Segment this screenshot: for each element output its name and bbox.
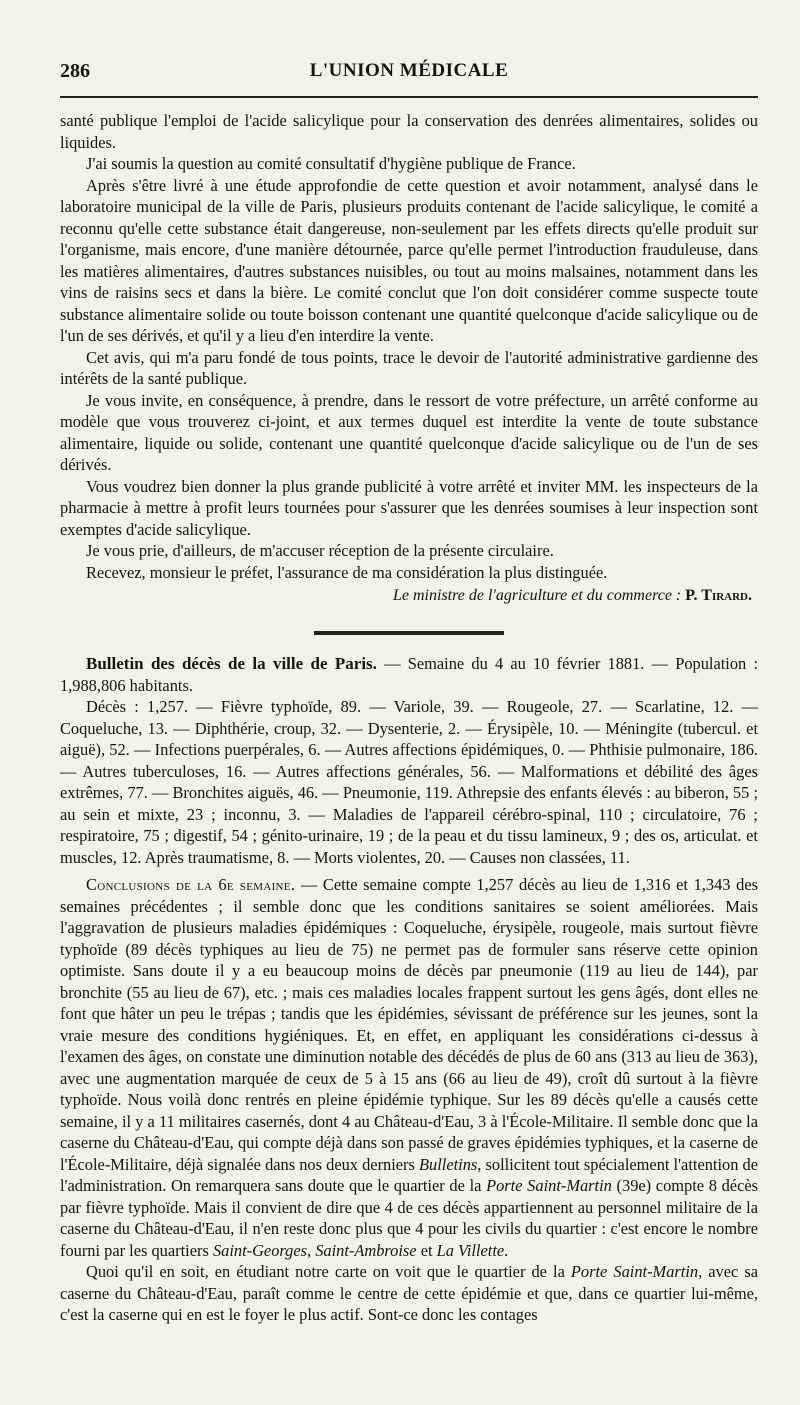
paragraph: Je vous prie, d'ailleurs, de m'accuser réception de la présente circulaire. bbox=[86, 541, 554, 560]
italic-term: La Villette bbox=[436, 1240, 505, 1260]
paragraph: Vous voudrez bien donner la plus grande publicité à votre arrêté et inviter MM. les inspecteurs de la pharmacie à mettre à profit leurs tournées pour s'assurer que les denrées soumises à leur inspection sont exemptes d'acide salicylique. bbox=[60, 476, 758, 539]
section-divider bbox=[314, 631, 504, 635]
signature bbox=[60, 585, 758, 607]
final-text: Quoi qu'il en soit, en étudiant notre carte on voit que le quartier de la bbox=[86, 1262, 571, 1281]
conclusions-paragraph bbox=[60, 874, 758, 1261]
page-header bbox=[60, 60, 758, 90]
conclusions-text: — Cette semaine compte 1,257 décès au lieu de 1,316 et 1,343 des semaines précédentes ; il semble donc que les conditions sanitaires se soient améliorées. Mais l'aggravation de plusieurs maladies épidémiques : Coqueluche, érysipèle, rougeole, mais surtout fièvre typhoïde (89 décès typhiques au lieu de 75) ne permet pas de formuler sans réserve cette opinion optimiste. Sans doute il y a eu beaucoup moins de décès par pneumonie (119 au lieu de 144), par bronchite (55 au lieu de 67), etc. ; mais ces maladies locales frappent surtout les gens âgés, dont elles ne font que hâter un peu le trépas ; tandis que les épidémies, sévissant de préférence sur les jeunes, sont la vraie mesure des conditions hygiéniques. Et, en effet, en appliquant les considérations ci-dessus à l'examen des âges, on constate une diminution notable des décédés de plus de 60 ans (313 au lieu de 363), avec une augmentation marquée de ceux de 5 à 15 ans (66 au lieu de 49), croît dû surtout à la fièvre typhoïde. Nous voilà donc rentrés en pleine épidémie typhique. Sur les 89 décès qu'elle a causés cette semaine, il y a 11 militaires casernés, dont 4 au Château-d'Eau, 3 à l'École-Militaire. Il semble donc que la caserne du Château-d'Eau, qui compte déjà dans son passé de graves épidémies typhiques, et la caserne de l'École-Militaire, déjà signalée dans nos deux derniers bbox=[60, 875, 758, 1174]
running-title: L'UNION MÉDICALE bbox=[309, 60, 509, 81]
separator: , bbox=[307, 1240, 316, 1260]
bulletin-heading bbox=[60, 653, 758, 696]
bulletin-title: Bulletin des décès de la ville de Paris. bbox=[86, 654, 377, 673]
italic-term: Porte Saint-Martin bbox=[486, 1176, 612, 1195]
italic-term: Porte Saint-Martin bbox=[570, 1262, 699, 1281]
separator: . bbox=[504, 1240, 509, 1260]
deaths-paragraph: Décès : 1,257. — Fièvre typhoïde, 89. — Variole, 39. — Rougeole, 27. — Scarlatine, 12. — Coqueluche, 13. — Diphthérie, croup, 32. — Dysenterie, 2. — Érysipèle, 10. — Méningite (tubercul. et aiguë), 52. — Infections puerpérales, 6. — Autres affections épidémiques, 0. — Phthisie pulmonaire, 186. — Autres tuberculoses, 16. — Autres affections générales, 56. — Malformations et débilité des âges extrêmes, 77. — Bronchites aiguës, 46. — Pneumonie, 119. Athrepsie des enfants élevés : au biberon, 55 ; au sein et mixte, 23 ; inconnu, 3. — Maladies de l'appareil cérébro-spinal, 110 ; circulatoire, 76 ; respiratoire, 75 ; digestif, 54 ; génito-urinaire, 19 ; de la peau et du tissu lamineux, 9 ; des os, articulat. et muscles, 12. Après traumatisme, 8. — Morts violentes, 20. — Causes non classées, 11. bbox=[60, 697, 758, 867]
italic-term: Saint-Ambroise bbox=[315, 1240, 417, 1260]
circular-text bbox=[60, 110, 758, 607]
paragraph: Recevez, monsieur le préfet, l'assurance de ma considération la plus distinguée. bbox=[86, 562, 608, 582]
separator: et bbox=[416, 1240, 437, 1260]
final-text: , avec sa caserne du Château-d'Eau, paraît comme le centre de cette épidémie et que, dans ce quartier lui-même, c'est la caserne qui en est le foyer le plus actif. Sont-ce donc les contages bbox=[60, 1262, 758, 1324]
bulletin-section bbox=[60, 653, 758, 1326]
conclusions-text: , sollicitent tout spécialement l'attention de l'administration. On remarquera sans doute que le quartier de la bbox=[60, 1154, 758, 1195]
final-paragraph bbox=[60, 1261, 758, 1326]
signature-name: P. Tirard. bbox=[685, 587, 752, 604]
paragraph: Après s'être livré à une étude approfondie de cette question et avoir notamment, analysé dans le laboratoire municipal de la ville de Paris, plusieurs produits contenant de l'acide salicylique, le comité a reconnu qu'elle cette substance était dangereuse, non-seulement par les effets directs qu'elle produit sur l'organisme, mais encore, d'une manière détournée, parce qu'elle permet l'introduction frauduleuse, dans les matières alimentaires, d'autres substances nuisibles, ou tout au moins malsaines, notamment dans les vins de raisins secs et dans la bière. Le comité conclut que l'on doit considérer comme suspecte toute substance alimentaire solide ou toute boisson contenant une quantité quelconque d'acide salicylique ou de l'un de ses dérivés, et qu'il y a lieu d'en interdire la vente. bbox=[60, 175, 758, 345]
signature-role: Le ministre de l'agriculture et du commerce : bbox=[393, 587, 686, 604]
conclusions-label: Conclusions de la 6e semaine. bbox=[86, 875, 296, 894]
paragraph: Je vous invite, en conséquence, à prendre, dans le ressort de votre préfecture, un arrêté conforme au modèle que vous trouverez ci-joint, et aux termes duquel est interdite la vente de toute substance alimentaire, liquide ou solide, contenant une quantité quelconque d'acide salicylique ou de l'un de ses dérivés. bbox=[60, 390, 758, 474]
paragraph: santé publique l'emploi de l'acide salicylique pour la conservation des denrées alimentaires, solides ou liquides. bbox=[60, 111, 758, 152]
header-rule bbox=[60, 96, 758, 98]
conclusions-text: (39e) compte 8 décès par fièvre typhoïde. Mais il convient de dire que 4 de ces décès appartiennent au personnel militaire de la caserne du Château-d'Eau, il n'en reste donc plus que 4 pour les civils du quartier : c'est encore le nombre fourni par les quartiers bbox=[60, 1176, 758, 1260]
paragraph: Cet avis, qui m'a paru fondé de tous points, trace le devoir de l'autorité administrative gardienne des intérêts de la santé publique. bbox=[60, 347, 758, 388]
page-number: 286 bbox=[60, 60, 90, 82]
italic-term: Bulletins bbox=[419, 1154, 478, 1174]
italic-term: Saint-Georges bbox=[212, 1240, 308, 1260]
bulletin-subtitle: — Semaine du 4 au 10 février 1881. — Population : 1,988,806 habitants. bbox=[60, 654, 758, 695]
paragraph: J'ai soumis la question au comité consultatif d'hygiène publique de France. bbox=[86, 154, 576, 173]
